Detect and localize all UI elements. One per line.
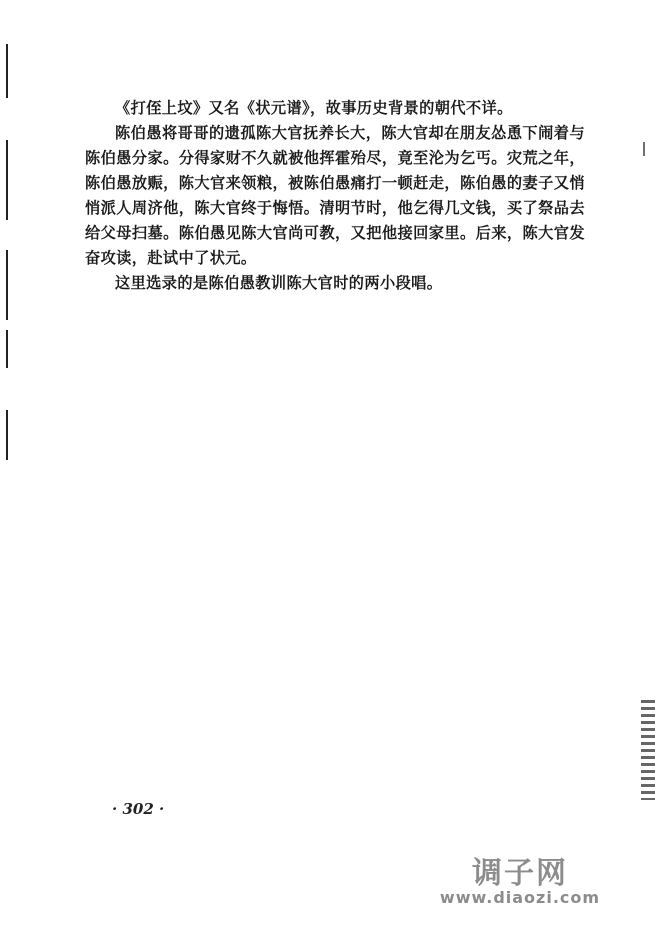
- paragraph-intro: 《打侄上坟》又名《状元谱》，故事历史背景的朝代不详。: [115, 99, 513, 117]
- scan-edge-mark: [6, 330, 8, 368]
- watermark-title: 调子网: [472, 856, 568, 891]
- site-watermark: [425, 848, 615, 918]
- body-text: [85, 96, 585, 296]
- scan-edge-mark: [6, 250, 8, 320]
- scan-edge-mark: [6, 44, 8, 98]
- paragraph-story: 陈伯愚将哥哥的遗孤陈大官抚养长大，陈大官却在朋友怂恿下闹着与陈伯愚分家。分得家财不久就被他挥霍殆尽，竟至沦为乞丐。灾荒之年，陈伯愚放赈，陈大官来领粮，被陈伯愚痛打一顿赶走，陈伯愚的妻子又悄悄派人周济他，陈大官终于悔悟。清明节时，他乞得几文钱，买了祭品去给父母扫墓。陈伯愚见陈大官尚可教，又把他接回家里。后来，陈大官发奋攻读，赴试中了状元。: [85, 124, 585, 267]
- scan-edge-mark: [6, 410, 8, 460]
- page-number: · 302 ·: [112, 800, 165, 818]
- scan-edge-artifact: [643, 142, 653, 156]
- paragraph-selection-note: 这里选录的是陈伯愚教训陈大官时的两小段唱。: [115, 274, 443, 292]
- scan-edge-mark: [6, 140, 8, 220]
- watermark-url: www.diaozi.com: [439, 888, 601, 907]
- scan-edge-artifact: [641, 700, 655, 800]
